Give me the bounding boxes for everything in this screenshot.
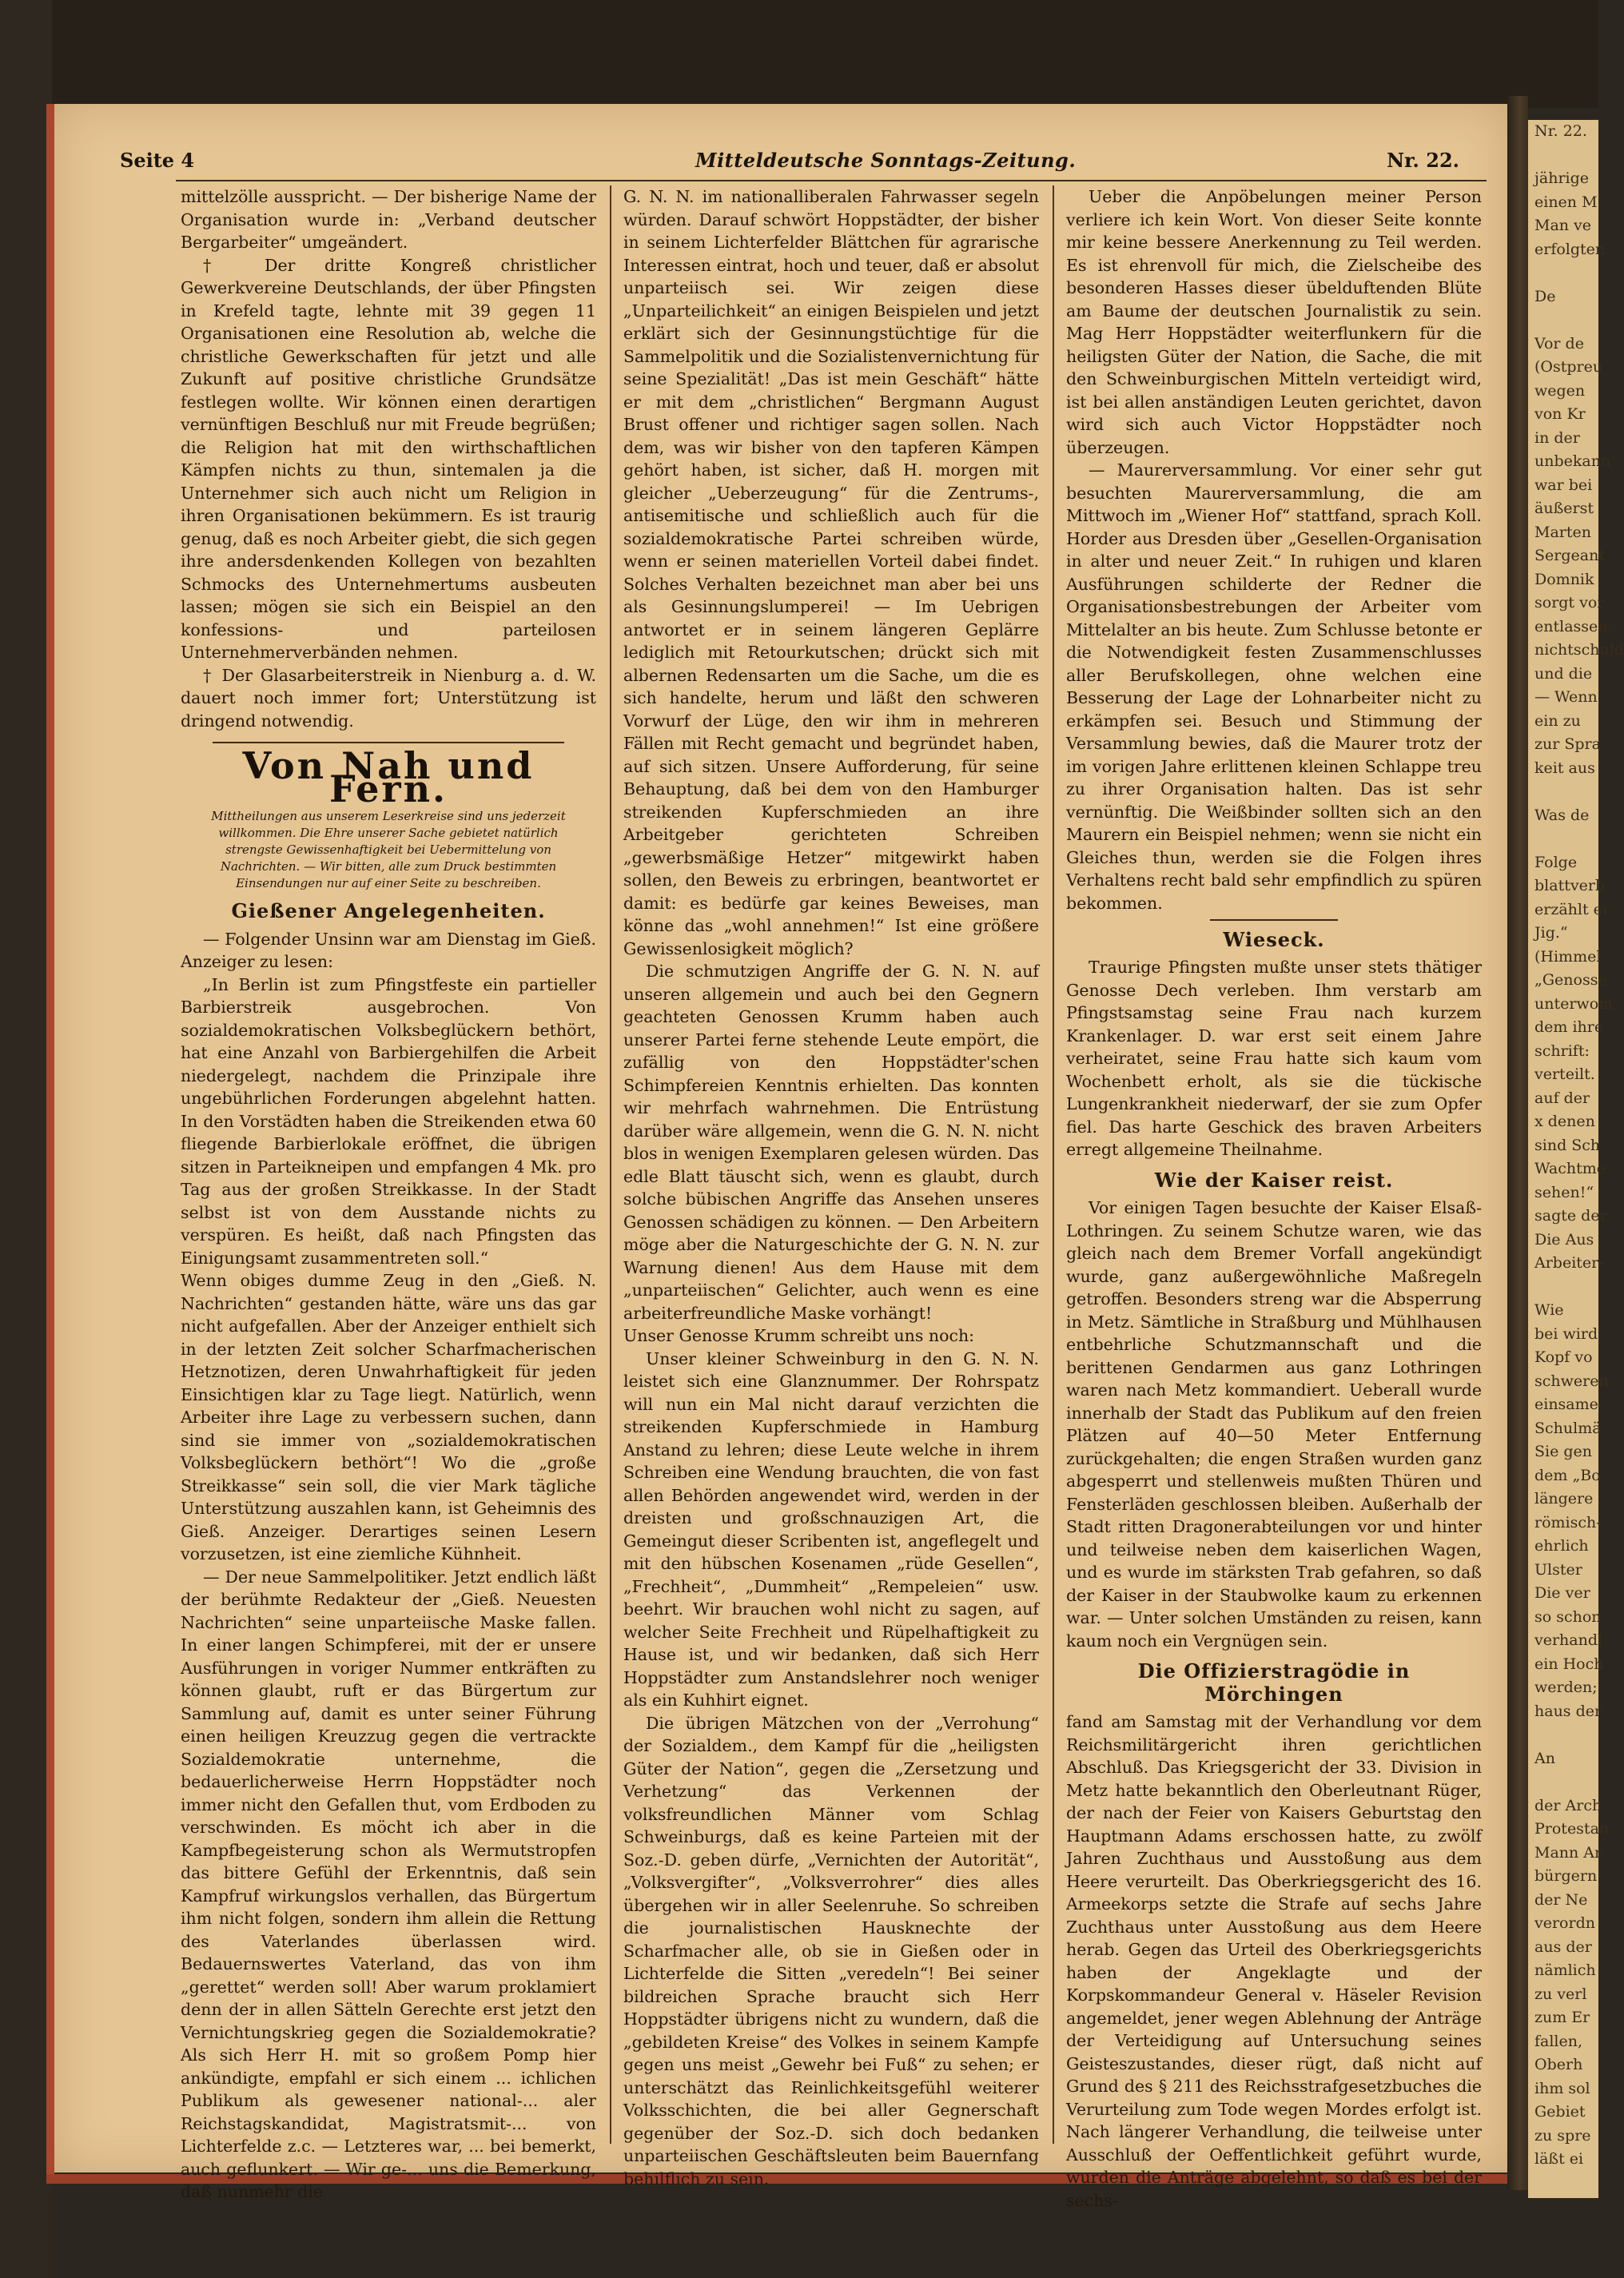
adjacent-page-line <box>1528 309 1598 333</box>
adjacent-page-line: schweren <box>1534 1372 1609 1390</box>
adjacent-page-line: Man ve <box>1534 217 1592 234</box>
adjacent-page-line: war bei <box>1534 476 1593 494</box>
article-divider <box>1210 919 1338 921</box>
adjacent-page-line: ehrlich <box>1534 1537 1589 1555</box>
adjacent-page-line: Jig.“ <box>1534 924 1568 942</box>
adjacent-page-line: Die Aus <box>1534 1230 1594 1249</box>
adjacent-page-line: sagte der <box>1534 1207 1607 1225</box>
adjacent-page-line: schrift: <box>1534 1041 1590 1060</box>
adjacent-page-line: fallen, <box>1534 2032 1583 2050</box>
article-paragraph: — Folgender Unsinn war am Dienstag im Gieß. Anzeiger zu lesen: <box>181 929 596 971</box>
adjacent-page-line <box>1528 1770 1598 1794</box>
adjacent-page-line: von Kr <box>1534 405 1586 423</box>
adjacent-page-line: keit aus <box>1534 759 1595 777</box>
section-editorial-note: Mittheilungen aus unserem Leserkreise sind uns jederzeit willkommen. Die Ehre unserer Sache gebietet natürlich strengste Gewissenhaftigkeit bei Uebermittelung von Nachrichten. — Wir bitten, alle zum Druck bestimmten Einsendungen nur auf einer Seite zu beschreiben. <box>211 809 566 890</box>
adjacent-page-line: verhandl <box>1534 1631 1603 1649</box>
article-paragraph: † Der dritte Kongreß christlicher Gewerkvereine Deutschlands, der über Pfingsten in Krefeld tagte, lehnte mit 39 gegen 11 Organisationen eine Resolution ab, welche die christliche Gewerkschaften für jetzt und alle Zukunft auf positive christliche Grundsätze festlegen wollte. Wir können einen derartigen vernünftigen Beschluß nur mit Freude begrüßen; die Religion hat mit den wirthschaftlichen Kämpfen nichts zu thun, sintemalen ja die Unternehmer sich auch nicht um Religion in ihren Organisationen bekümmern. Es ist traurig genug, daß es noch Arbeiter giebt, die sich gegen ihre andersdenkenden Kollegen von bezahlten Schmocks des Unternehmertums ausbeuten lassen; mögen sie sich ein Beispiel an den konfessions- und parteilosen Unternehmerverbänden nehmen. <box>181 255 596 662</box>
article-paragraph: — Der neue Sammelpolitiker. Jetzt endlich läßt der berühmte Redakteur der „Gieß. Neuesten Nachrichten“ seine unparteiische Maske fallen. In einer langen Schimpferei, mit der er unsere Ausführungen in voriger Nummer entkräften zu können glaubt, ruft er das Bürgertum zur Sammlung auf, damit es unter seiner Führung einen heiligen Kreuzzug gegen die vertrackte Sozialdemokratie unternehme, die bedauerlicherweise Herrn Hoppstädter noch immer nicht den Gefallen thut, vom Erdboden zu verschwinden. Es möcht ich aber in die Kampfbegeisterung schon als Wermutstropfen das bittere Gefühl der Erkenntnis, daß sein Kampfruf wirkungslos verhallen, das Bürgertum ihm nicht folgen, sondern ihm allein die Rettung des Vaterlandes überlassen wird. Bedauernswertes Vaterland, das von ihm „gerettet“ werden soll! Aber warum proklamiert denn der in allen Sätteln Gerechte erst jetzt den Vernichtungskrieg gegen die Sozialdemokratie? Als sich Herr H. mit so großem Pomp hier ankündigte, empfahl er sich einem ... ichlichen Publikum als gewesener national-... aler Reichstagskandidat, Magistratsmit-... von Lichterfelde z.c. — Letzteres war, ... bei bemerkt, auch geflunkert. — Wir ge-... uns die Bemerkung, daß nunmehr die <box>181 1567 596 2201</box>
article-paragraph: G. N. N. im nationalliberalen Fahrwasser segeln würden. Darauf schwört Hoppstädter, der bisher in seinem Lichterfelder Blättchen für agrarische Interessen eintrat, hoch und teuer, daß er absolut unparteiisch sei. Wir zeigen diese „Unparteilichkeit“ an einigen Beispielen und jetzt erklärt sich der Gesinnungstüchtige für die Sammelpolitik und die Sozialistenvernichtung für seine Spezialität! „Das ist mein Geschäft“ hätte er mit dem „christlichen“ Bergmann August Brust offener und richtiger sagen sollen. Nach dem, was wir bisher von den tapferen Kämpen gehört haben, ist sicher, daß H. morgen mit gleicher „Ueberzeugung“ für die Zentrums-, antisemitische und schließlich auch für die sozialdemokratische Partei schreiben würde, wenn er seinen materiellen Vorteil dabei findet. Solches Verhalten bezeichnet man aber bei uns als Gesinnungslumperei! — Im Uebrigen antwortet er in seinem längeren Geplärre lediglich mit Retourkutschen; drückt sich mit albernen Redensarten um die Sache, um die es sich handelte, herum und läßt den schweren Vorwurf der Lüge, den wir ihm in mehreren Fällen mit Recht gemacht und begründet haben, auf sich sitzen. Unsere Aufforderung, für seine Behauptung, daß bei dem von den Hamburger streikenden Kupferschmieden an ihre Arbeitgeber gerichteten Schreiben „gewerbsmäßige Hetzer“ mitgewirkt haben sollen, den Beweis zu erbringen, beantwortet er damit: es bedürfe gar keines Beweises, man könne das „wohl annehmen!“ Ist eine größere Gewissenlosigkeit möglich? <box>623 187 1039 958</box>
adjacent-page-line: dem ihre <box>1534 1018 1604 1036</box>
adjacent-page-line: unterwom <box>1534 994 1614 1013</box>
adjacent-page-line: verordn <box>1534 1914 1595 1932</box>
adjacent-page-line: bei wird <box>1534 1324 1598 1343</box>
header-rule <box>176 180 1487 181</box>
adjacent-page-line: längere <box>1534 1490 1594 1507</box>
adjacent-page-line: Was de <box>1534 806 1590 824</box>
adjacent-page-line: haus der <box>1534 1702 1602 1720</box>
adjacent-page-line: Marten <box>1534 523 1591 541</box>
article-paragraph: Traurige Pfingsten mußte unser stets thätiger Genosse Dech verleben. Ihm verstarb am Pfingstsamstag seine Frau nach kurzem Krankenlager. D. war erst seit einem Jahre verheiratet, seine Frau hatte sich kaum vom Wochenbett erholt, als sie die tückische Lungenkrankheit niederwarf, der sie zum Opfer fiel. Das harte Geschick des braven Arbeiters erregt allgemeine Theilnahme. <box>1066 958 1482 1159</box>
column-2 <box>623 185 1039 2188</box>
adjacent-page-line: erzählt ei <box>1534 900 1607 918</box>
issue-number: Nr. 22. <box>1387 149 1459 172</box>
adjacent-page-line: ein Hoch <box>1534 1655 1604 1673</box>
adjacent-page-line: Vor de <box>1534 334 1584 352</box>
column-1 <box>181 185 596 2201</box>
adjacent-page-line: Sergeant <box>1534 547 1605 564</box>
adjacent-page-line: Sie gen <box>1534 1443 1593 1460</box>
adjacent-page-line: unbekann <box>1534 452 1611 470</box>
adjacent-page-line: (Himmel <box>1534 947 1602 966</box>
adjacent-page-line: werden; <box>1534 1679 1598 1696</box>
adjacent-page-line: nämlich <box>1534 1961 1596 1979</box>
article-paragraph: Unser Genosse Krumm schreibt uns noch: <box>623 1326 975 1345</box>
adjacent-page-line: nichtschuld <box>1534 641 1624 659</box>
column-3 <box>1066 185 1482 2210</box>
adjacent-page-line: De <box>1534 287 1556 305</box>
adjacent-page-line: blattverb <box>1534 877 1606 894</box>
adjacent-page-fragment <box>1528 120 1624 2198</box>
adjacent-page-line: und die <box>1534 664 1593 683</box>
adjacent-page-line: x denen <box>1534 1113 1595 1130</box>
adjacent-page-line: Schulmä <box>1534 1419 1602 1437</box>
section-divider <box>213 742 564 743</box>
adjacent-page-line: der Arch <box>1534 1796 1602 1814</box>
newspaper-title: Mitteldeutsche Sonntags-Zeitung. <box>695 149 1077 172</box>
scan-background-top <box>0 0 1598 108</box>
adjacent-page-line <box>1528 827 1598 851</box>
page-gutter <box>1507 96 1528 2190</box>
adjacent-page-line: zu verl <box>1534 1985 1587 2003</box>
adjacent-page-line <box>1528 780 1598 804</box>
book-binding-edge <box>46 104 54 2182</box>
article-paragraph: Die übrigen Mätzchen von der „Verrohung“ der Sozialdem., dem Kampf für die „heiligsten Güter der Nation“, gegen die „Zersetzung und Verhetzung“ das Verkennen der volksfreundlichen Männer vom Schlag Schweinburgs, daß es keine Parteien mit der Soz.-D. geben dürfe, „Vernichten der Autorität“, „Volksvergifter“, „Volksverrohrer“ dies alles übergehen wir in aller Seelenruhe. So schreiben die journalistischen Hausknechte der Scharfmacher alle, ob sie in Gießen oder in Lichterfelde die Sitten „veredeln“! Bei seiner bildreichen Sprache braucht sich Herr Hoppstädter übrigens nicht zu wundern, daß die „gebildeten Kreise“ des Volkes in seinem Kampfe gegen uns meist „Gewehr bei Fuß“ zu sehen; er unterschätzt das Reinlichkeitsgefühl weiterer Volksschichten, die bei aller Gegnerschaft gegenüber der Soz.-D. sich doch bedanken unparteiischen Geschäftsleuten beim Bauernfang behilflich zu sein. <box>623 1713 1039 2188</box>
adjacent-page-line: zur Spra <box>1534 735 1601 753</box>
adjacent-page-line: sorgt vor <box>1534 594 1605 611</box>
article-subheading: Wie der Kaiser reist. <box>1154 1168 1394 1192</box>
article-paragraph: Vor einigen Tagen besuchte der Kaiser Elsaß-Lothringen. Zu seinem Schutze waren, wie das gleich nach dem Bremer Vorfall angekündigt wurde, ganz außergewöhnliche Maßregeln getroffen. Besonders streng war die Absperrung in Metz. Sämtliche in Straßburg und Mühlhausen entbehrliche Schutzmannschaft und die berittenen Gendarmen aus ganz Lothringen waren nach Metz kommandiert. Ueberall wurde innerhalb der Stadt das Publikum auf den freien Plätzen auf 40—50 Meter Entfernung zurückgehalten; die engen Straßen wurden ganz abgesperrt und stellenweis mußten Thüren und Fensterläden geschlossen bleiben. Außerhalb der Stadt ritten Dragonerabteilungen vor und hinter und teilweise neben dem kaiserlichen Wagen, und es wurde im stärksten Trab gefahren, so daß der Kaiser in der Staubwolke kaum zu erkennen war. — Unter solchen Umständen zu reisen, kann kaum noch ein Vergnügen sein. <box>1066 1198 1482 1651</box>
adjacent-page-line: Oberh <box>1534 2056 1583 2073</box>
adjacent-page-line: der Ne <box>1534 1890 1588 1909</box>
article-subheading: Die Offizierstragödie in Mörchingen <box>1137 1659 1411 1706</box>
article-paragraph: „In Berlin ist zum Pfingstfeste ein partieller Barbierstreik ausgebrochen. Von sozialdemokratischen Volksbeglückern bethört, hat eine Anzahl von Barbiergehilfen die Arbeit niedergelegt, nachdem die Prinzipale ihre ungebührlichen Forderungen abgelehnt hatten. In den Vorstädten haben die Streikenden etwa 60 fliegende Barbierlokale eröffnet, die übrigen sitzen in Parteikneipen und empfangen 4 Mk. pro Tag aus der großen Streikkasse. In der Stadt selbst ist von dem Ausstande nichts zu verspüren. Es heißt, daß nach Pfingsten das Einigungsamt zusammentreten soll.“ <box>181 974 596 1268</box>
column-divider-1 <box>610 185 611 2144</box>
adjacent-page-line: „Genosse <box>1534 971 1607 989</box>
article-paragraph: mittelzölle ausspricht. — Der bisherige Name der Organisation wurde in: „Verband deutscher Bergarbeiter“ umgeändert. <box>181 187 596 252</box>
adjacent-page-line: so schon <box>1534 1607 1602 1626</box>
article-paragraph: Ueber die Anpöbelungen meiner Person verliere ich kein Wort. Von dieser Seite konnte mir keine bessere Anerkennung zu Teil werden. Es ist ehrenvoll für mich, die Zielscheibe des besonderen Hasses dieser übelduftenden Blüte am Baume der deutschen Journalistik zu sein. Mag Herr Hoppstädter weiterflunkern für die heiligsten Güter der Nation, die Sache, die mit den Schweinburgischen Mitteln verteidigt wird, ist bei allen anständigen Leuten gerichtet, davon wird sich auch Victor Hoppstädter noch überzeugen. <box>1066 187 1482 457</box>
adjacent-page-line: Mann Ar <box>1534 1843 1602 1862</box>
adjacent-page-line: Gebiet <box>1534 2103 1586 2121</box>
article-paragraph: Wenn obiges dumme Zeug in den „Gieß. N. Nachrichten“ gestanden hätte, wäre uns das gar nicht aufgefallen. Aber der Anzeiger enthielt sich in der letzten Zeit solcher Scharfmacherischen Hetznotizen, deren Unwahrhaftigkeit für jeden Einsichtigen klar zu Tage liegt. Natürlich, wenn Arbeiter ihre Lage zu verbessern suchen, dann sind sie immer von „sozialdemokratischen Volksbeglückern bethört“! Wo die „große Streikkasse“ sein soll, die vier Mark tägliche Unterstützung auszahlen kann, ist Geheimnis des Gieß. Anzeiger. Derartiges seinen Lesern vorzusetzen, ist eine ziemliche Kühnheit. <box>181 1271 596 1563</box>
adjacent-page-line: Kopf vo <box>1534 1348 1593 1366</box>
article-paragraph: Unser kleiner Schweinburg in den G. N. N. leistet sich eine Glanznummer. Der Rohrspatz will nun ein Mal nicht darauf verzichten die streikenden Kupferschmiede in Hamburg Anstand zu lehren; diese Leute welche in ihrem Schreiben eine Wendung brauchten, die von fast allen Behörden angewendet wird, werden in der dreisten und großschnauzigen Art, die Gemeingut dieser Scribenten ist, angeflegelt und mit den hübschen Kosenamen „rüde Gesellen“, „Frechheit“, „Dummheit“ „Rempeleien“ usw. beehrt. Wir brauchen wohl nicht zu sagen, auf welcher Seite Frechheit und Rüpelhaftigkeit zu Hause ist, und wir bedanken, daß sich Herr Hoppstädter zum Anstandslehrer noch weniger als ein Kuhhirt eignet. <box>623 1348 1039 1710</box>
adjacent-page-line: sind Sch <box>1534 1136 1601 1154</box>
section-title: Von Nah und Fern. <box>242 744 535 810</box>
adjacent-page-line: ein zu <box>1534 711 1581 730</box>
scan-background-left <box>0 0 52 2278</box>
adjacent-page-line <box>1528 1276 1598 1300</box>
adjacent-page-line <box>1528 144 1598 168</box>
column-divider-2 <box>1053 185 1054 2144</box>
adjacent-page-line: römisch- <box>1534 1513 1602 1531</box>
adjacent-page-line: Protestan <box>1534 1820 1610 1838</box>
adjacent-page-line: in der <box>1534 428 1580 447</box>
adjacent-page-line: sehen!“ <box>1534 1183 1594 1201</box>
adjacent-page-line: Wachtme <box>1534 1160 1606 1177</box>
adjacent-page-line: zu spre <box>1534 2126 1591 2145</box>
adjacent-page-line: auf der <box>1534 1089 1590 1107</box>
adjacent-page-line: Domnik <box>1534 570 1594 588</box>
adjacent-page-line: (Ostpreu <box>1534 358 1603 376</box>
adjacent-page-line: ihm sol <box>1534 2079 1590 2097</box>
adjacent-page-line: verteilt. <box>1534 1065 1595 1083</box>
adjacent-page-line: einen M <box>1534 193 1598 211</box>
article-subheading: Wieseck. <box>1223 927 1325 951</box>
adjacent-page-line: erfolgten <box>1534 240 1606 258</box>
adjacent-page-line: Nr. 22. <box>1534 122 1587 140</box>
adjacent-page-line: entlassen. <box>1534 617 1613 635</box>
adjacent-page-line: dem „Bo <box>1534 1466 1601 1484</box>
adjacent-page-line: äußerst <box>1534 500 1594 517</box>
adjacent-page-line: An <box>1534 1749 1555 1767</box>
article-paragraph: † Der Glasarbeiterstreik in Nienburg a. d. W. dauert noch immer fort; Unterstützung ist dringend notwendig. <box>181 665 596 731</box>
adjacent-page-line: Wie <box>1534 1301 1564 1319</box>
page-header <box>120 149 1459 177</box>
article-paragraph: fand am Samstag mit der Verhandlung vor dem Reichsmilitärgericht ihren gerichtlichen Abschluß. Das Kriegsgericht der 33. Division in Metz hatte bekanntlich den Oberleutnant Rüger, der nach der Feier von Kaisers Geburtstag den Hauptmann Adams erschossen hatte, zu zwölf Jahren Zuchthaus und Ausstoßung aus dem Heere verurteilt. Das Oberkriegsgericht des 16. Armeekorps setzte die Strafe auf sechs Jahre Zuchthaus unter Ausstoßung aus dem Heere herab. Gegen das Urteil des Oberkriegsgerichts haben der Angeklagte und der Korpskommandeur General v. Häseler Revision angemeldet, jener wegen Ablehnung der Anträge der Verteidigung auf Untersuchung seines Geisteszustandes, dieser rügt, daß nicht auf Grund des § 211 des Reichsstrafgesetzbuches die Verurteilung zum Tode wegen Mordes erfolgt ist. Nach längerer Verhandlung, die teilweise unter Ausschluß der Oeffentlichkeit geführt wurde, wurden die Anträge abgelehnt, so daß es bei der sechs- <box>1066 1712 1482 2210</box>
adjacent-page-line: Folge <box>1534 853 1578 871</box>
article-paragraph: — Maurerversammlung. Vor einer sehr gut besuchten Maurerversammlung, die am Mittwoch im „Wiener Hof“ stattfand, sprach Koll. Horder aus Dresden über „Gesellen-Organisation in alter und neuer Zeit.“ In ruhigen und klaren Ausführungen schilderte der Redner die Organisationsbestrebungen der Arbeiter vom Mittelalter an bis heute. Zum Schlusse betonte er die Notwendigkeit festen Zusammenschlusses aller Berufskollegen, ohne welchen eine Besserung der Lage der Lohnarbeiter nicht zu erkämpfen sei. Besuch und Stimmung der Versammlung bewies, daß die Maurer trotz der im vorigen Jahre erlittenen kleinen Schlappe treu zu ihrer Organisation halten. Das ist sehr vernünftig. Die Weißbinder sollten sich an den Maurern ein Beispiel nehmen; wenn sie nicht ein Gleiches thun, werden sie die Folgen ihres Verhaltens recht bald sehr empfindlich zu spüren bekommen. <box>1066 460 1482 913</box>
adjacent-page-line: läßt ei <box>1534 2150 1584 2168</box>
adjacent-page-line: — Wenn <box>1534 688 1598 706</box>
adjacent-page-line: wegen <box>1534 381 1586 400</box>
article-paragraph: Die schmutzigen Angriffe der G. N. N. auf unseren allgemein und auch bei den Gegnern geachteten Genossen Krumm haben auch unserer Partei ferne stehende Leute empört, die zufällig von den Hoppstädter'schen Schimpfereien Kenntnis erhielten. Das konnten wir mehrfach wahrnehmen. Die Entrüstung darüber wäre allgemein, wenn die G. N. N. nicht blos in wenigen Exemplaren gelesen würden. Das edle Blatt täuscht sich, wenn es glaubt, durch solche bübischen Angriffe das Ansehen unseres Genossen schädigen zu können. — Den Arbeitern möge aber die Naturgeschichte der G. N. N. zur Warnung dienen! Aus dem Hause mit dem „unparteiischen“ Gelichter, auch wenn es eine arbeiterfreundliche Maske vorhängt! <box>623 962 1039 1323</box>
article-subheading: Gießener Angelegenheiten. <box>231 899 546 922</box>
adjacent-page-line: Die ver <box>1534 1584 1590 1602</box>
page-number: Seite 4 <box>120 149 195 172</box>
adjacent-page-line: Ulster <box>1534 1560 1582 1579</box>
adjacent-page-line: Arbeiter- <box>1534 1254 1604 1272</box>
adjacent-page-line: aus der <box>1534 1937 1592 1956</box>
adjacent-page-line: bürgern <box>1534 1867 1598 1885</box>
adjacent-page-line: jährige <box>1534 169 1590 187</box>
adjacent-page-line: zum Er <box>1534 2009 1590 2026</box>
adjacent-page-line <box>1528 261 1598 285</box>
adjacent-page-line: einsame <box>1534 1396 1598 1413</box>
adjacent-page-line <box>1528 1723 1598 1747</box>
